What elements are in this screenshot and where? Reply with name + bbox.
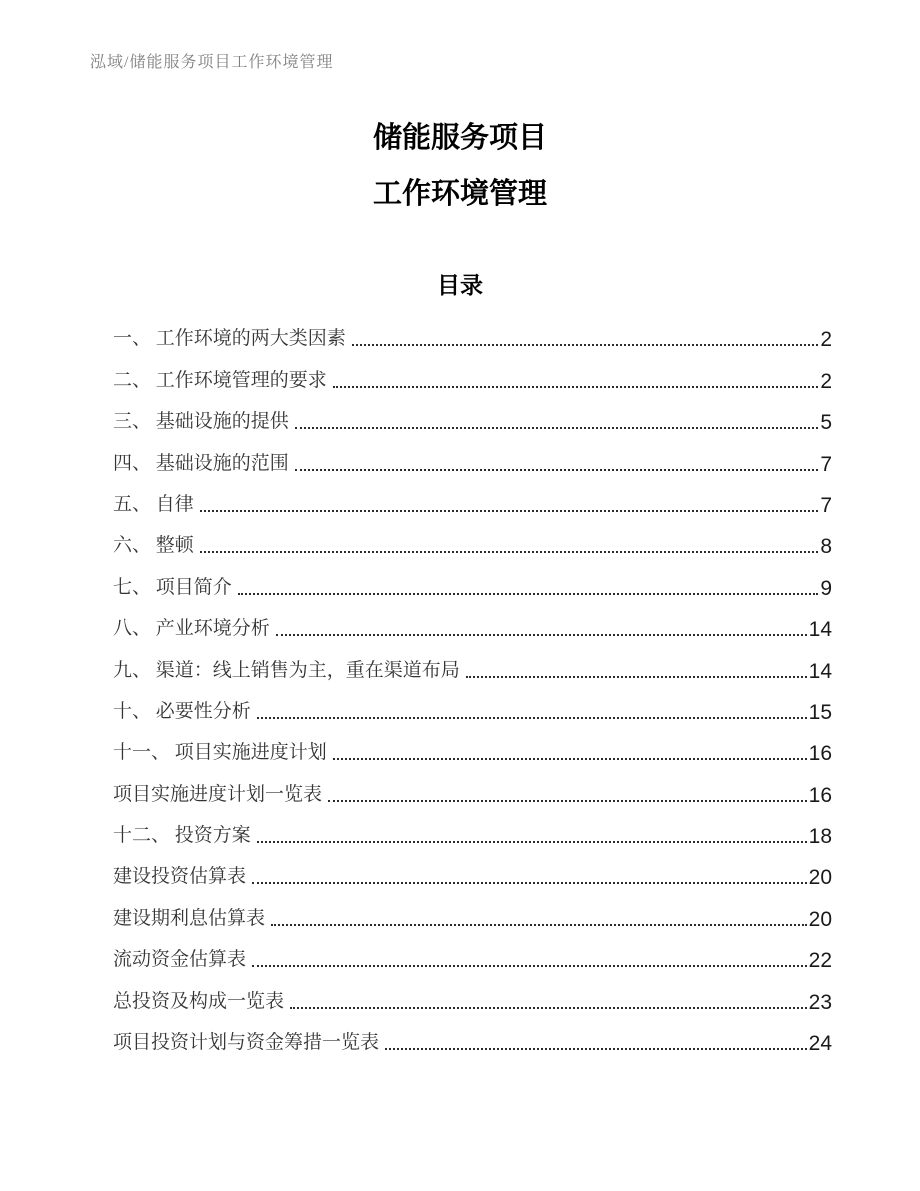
toc-entry-page: 9 <box>820 576 832 600</box>
toc-entry[interactable] <box>113 765 832 806</box>
toc-entry[interactable] <box>113 807 832 848</box>
toc-entry[interactable] <box>113 517 832 558</box>
toc-entry-page: 7 <box>820 452 832 476</box>
toc-entry-label: 十二、 投资方案 <box>113 825 251 847</box>
document-title-line1: 储能服务项目 <box>372 122 547 154</box>
toc-entry-label: 总投资及构成一览表 <box>113 990 285 1012</box>
toc-entry[interactable] <box>113 393 832 434</box>
toc-entry-page: 14 <box>808 618 832 642</box>
toc-entry[interactable] <box>113 558 832 599</box>
toc-leader-dots <box>295 469 819 471</box>
toc-entry[interactable] <box>113 848 832 889</box>
toc-entry-label: 五、 自律 <box>113 493 194 515</box>
toc-leader-dots <box>295 427 819 429</box>
toc-leader-dots <box>238 593 819 595</box>
toc-entry-label: 二、 工作环境管理的要求 <box>113 369 327 391</box>
toc-entry[interactable] <box>113 1014 832 1055</box>
toc-entry-page: 18 <box>808 825 832 849</box>
toc-entry-label: 项目投资计划与资金筹措一览表 <box>113 1032 380 1054</box>
toc-entry[interactable] <box>113 931 832 972</box>
toc-entry-page: 8 <box>820 535 832 559</box>
toc-entry-page: 7 <box>820 493 832 517</box>
toc-leader-dots <box>328 800 807 802</box>
toc-entry-label: 十一、 项目实施进度计划 <box>113 742 327 764</box>
toc-leader-dots <box>252 965 807 967</box>
toc-entry-page: 5 <box>820 411 832 435</box>
toc-entry-label: 一、 工作环境的两大类因素 <box>113 328 346 350</box>
toc-entry[interactable] <box>113 972 832 1013</box>
toc-leader-dots <box>200 551 819 553</box>
toc-entry[interactable] <box>113 889 832 930</box>
toc-entry-page: 20 <box>808 907 832 931</box>
toc-leader-dots <box>290 1007 807 1009</box>
toc-entry-label: 流动资金估算表 <box>113 949 247 971</box>
toc-entry[interactable] <box>113 351 832 392</box>
toc-entry-label: 建设期利息估算表 <box>113 907 266 929</box>
toc-entry[interactable] <box>113 476 832 517</box>
toc-entry[interactable] <box>113 434 832 475</box>
toc-entry-page: 24 <box>808 1032 832 1056</box>
toc-leader-dots <box>276 634 807 636</box>
toc-entry-label: 八、 产业环境分析 <box>113 618 270 640</box>
toc-entry-label: 六、 整顿 <box>113 535 194 557</box>
toc-entry-page: 23 <box>808 990 832 1014</box>
toc-heading: 目录 <box>437 272 483 298</box>
toc-leader-dots <box>333 386 819 388</box>
toc-entry-page: 2 <box>820 328 832 352</box>
toc-leader-dots <box>466 676 807 678</box>
toc-leader-dots <box>271 924 807 926</box>
toc-entry-label: 四、 基础设施的范围 <box>113 452 289 474</box>
toc-entry-label: 三、 基础设施的提供 <box>113 411 289 433</box>
toc-entry-page: 16 <box>808 783 832 807</box>
toc-leader-dots <box>385 1048 807 1050</box>
toc-entry-page: 20 <box>808 866 832 890</box>
toc-entry[interactable] <box>113 724 832 765</box>
toc-entry[interactable] <box>113 600 832 641</box>
toc-entry-page: 2 <box>820 369 832 393</box>
toc-entry-page: 16 <box>808 742 832 766</box>
document-title-line2: 工作环境管理 <box>372 178 547 210</box>
toc-leader-dots <box>352 344 819 346</box>
document-header-text: 泓域/储能服务项目工作环境管理 <box>90 54 334 71</box>
toc-leader-dots <box>257 841 807 843</box>
toc-leader-dots <box>252 882 807 884</box>
toc-entry-label: 建设投资估算表 <box>113 866 247 888</box>
toc-entry[interactable] <box>113 683 832 724</box>
toc-entry-label: 七、 项目简介 <box>113 576 232 598</box>
toc-leader-dots <box>257 717 807 719</box>
toc-entry[interactable] <box>113 641 832 682</box>
toc-entry[interactable] <box>113 310 832 351</box>
toc-entry-label: 十、 必要性分析 <box>113 700 251 722</box>
toc-entry-page: 15 <box>808 700 832 724</box>
toc-entry-page: 22 <box>808 949 832 973</box>
toc-entry-label: 九、 渠道：线上销售为主，重在渠道布局 <box>113 659 460 681</box>
toc-leader-dots <box>333 758 807 760</box>
toc-entry-page: 14 <box>808 659 832 683</box>
toc-entry-label: 项目实施进度计划一览表 <box>113 783 323 805</box>
toc-leader-dots <box>200 510 819 512</box>
toc-list <box>113 310 832 1055</box>
